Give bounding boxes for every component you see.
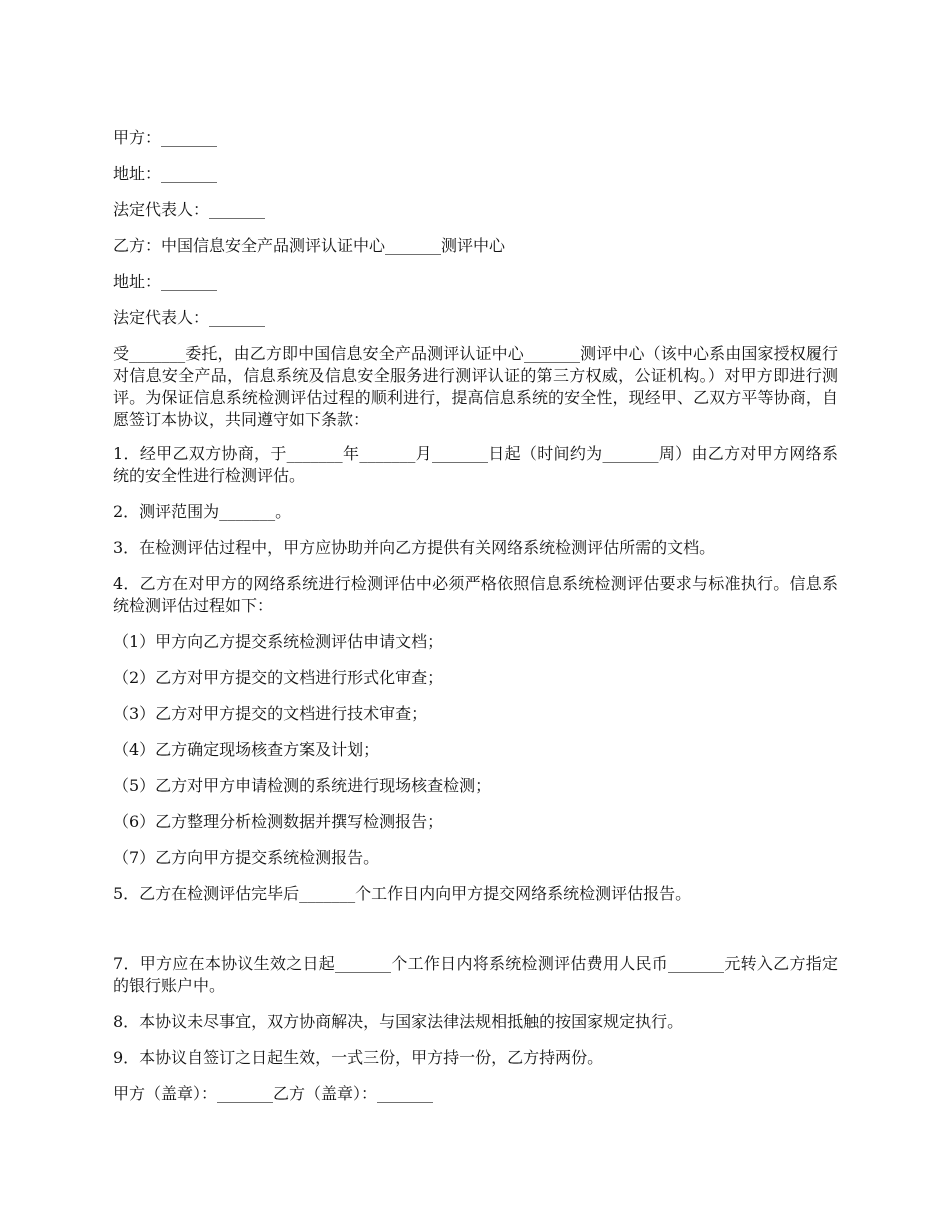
step-item: （7）乙方向甲方提交系统检测报告。: [113, 848, 380, 867]
party-a-address: 地址：_______: [113, 164, 218, 183]
party-a-name: 甲方：_______: [113, 128, 218, 147]
step-item: （1）甲方向乙方提交系统检测评估申请文档；: [113, 632, 444, 651]
step-item: （3）乙方对甲方提交的文档进行技术审查；: [113, 704, 428, 723]
clause-9: 9．本协议自签订之日起生效，一式三份，甲方持一份，乙方持两份。: [113, 1048, 604, 1067]
preamble-paragraph: 受_______委托，由乙方即中国信息安全产品测评认证中心_______测评中心（该中心系由国家授权履行对信息安全产品，信息系统及信息安全服务进行测评认证的第三方权威，公证机构。）对甲方即进行测评。为保证信息系统检测评估过程的顺利进行，提高信息系统的安全性，现经甲、乙双方平等协商，自愿签订本协议，共同遵守如下条款：: [113, 344, 838, 429]
clause-5: 5．乙方在检测评估完毕后_______个工作日内向甲方提交网络系统检测评估报告。: [113, 884, 692, 903]
party-b-name: 乙方：中国信息安全产品测评认证中心_______测评中心: [113, 236, 506, 255]
clause-4: 4．乙方在对甲方的网络系统进行检测评估中必须严格依照信息系统检测评估要求与标准执行。信息系统检测评估过程如下：: [113, 574, 838, 615]
clause-2: 2．测评范围为_______。: [113, 502, 292, 521]
step-item: （5）乙方对甲方申请检测的系统进行现场核查检测；: [113, 776, 492, 795]
clause-8: 8．本协议未尽事宜，双方协商解决，与国家法律法规相抵触的按国家规定执行。: [113, 1012, 684, 1031]
step-item: （6）乙方整理分析检测数据并撰写检测报告；: [113, 812, 444, 831]
party-b-address: 地址：_______: [113, 272, 218, 291]
clause-1: 1．经甲乙双方协商，于_______年_______月_______日起（时间约为_______周）由乙方对甲方网络系统的安全性进行检测评估。: [113, 444, 838, 485]
clause-7: 7．甲方应在本协议生效之日起_______个工作日内将系统检测评估费用人民币_______元转入乙方指定的银行账户中。: [113, 954, 838, 995]
clause-3: 3．在检测评估过程中，甲方应协助并向乙方提供有关网络系统检测评估所需的文档。: [113, 538, 716, 557]
party-a-representative: 法定代表人：_______: [113, 200, 266, 219]
step-item: （2）乙方对甲方提交的文档进行形式化审查；: [113, 668, 444, 687]
step-item: （4）乙方确定现场核查方案及计划；: [113, 740, 380, 759]
signature-line: 甲方（盖章）：_______乙方（盖章）：_______: [113, 1084, 434, 1103]
party-b-representative: 法定代表人：_______: [113, 308, 266, 327]
